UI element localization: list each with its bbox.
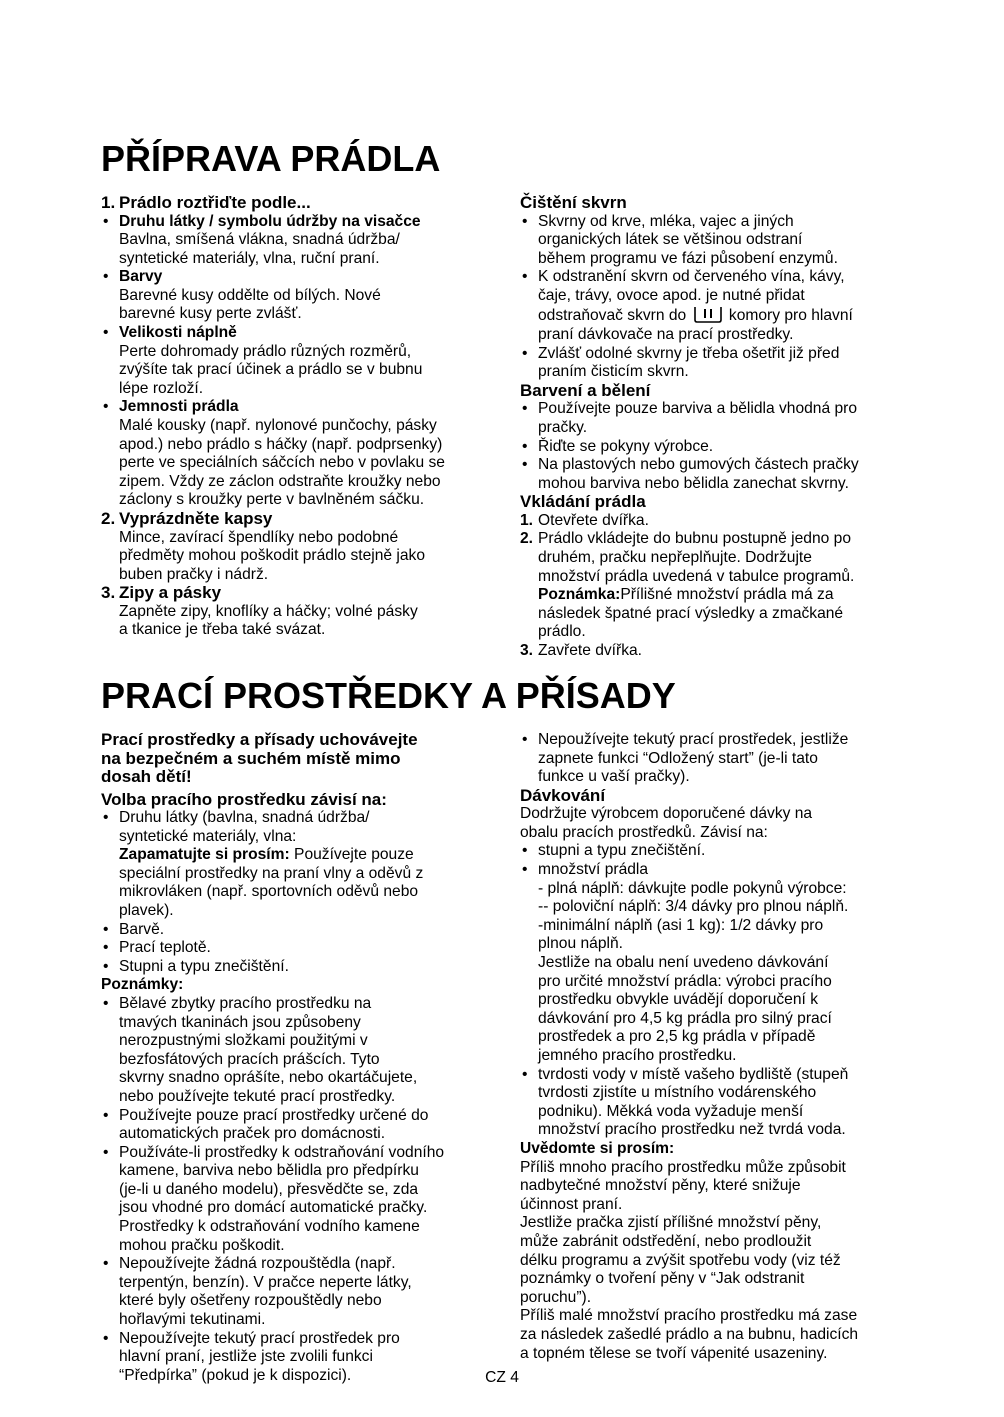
list-item: • Používejte pouze prací prostředky určené do automatických praček pro domácnosti. bbox=[101, 1107, 496, 1144]
sort-heading: 1. Prádlo roztřiďte podle... bbox=[101, 193, 311, 212]
notice-heading: Uvědomte si prosím: bbox=[520, 1139, 675, 1157]
dyeing-heading: Barvení a bělení bbox=[520, 380, 651, 400]
list-item: 2. Prádlo vkládejte do bubnu postupně jedno po druhém, pračku nepřeplňujte. Dodržujte množství prádla uvedená v tabulce programů. Poznámka:Přílišné množství prádla má za následek špatné prací výsledky a zmačkané prádlo. bbox=[520, 530, 855, 641]
list-item: 3. Zavřete dvířka. bbox=[520, 641, 642, 659]
list-item: • tvrdosti vody v místě vašeho bydliště (stupeň tvrdosti zjistíte u místního vodárenského podniku). Měkká voda vyžaduje menší množství pracího prostředku než tvrdá voda. bbox=[520, 1066, 920, 1140]
list-item: • Skvrny od krve, mléka, vajec a jiných organických látek se většinou odstraní během programu ve fázi působení enzymů. bbox=[520, 213, 920, 269]
list-item: • Druhu látky (bavlna, snadná údržba/ syntetické materiály, vlna: Zapamatujte si prosím: Používejte pouze speciální prostředky na praní vlny a oděvů z mikrovláken (např. sportovních oděvů nebo plavek). bbox=[101, 809, 496, 921]
list-item: • Nepoužívejte žádná rozpouštědla (např. terpentýn, benzín). V pračce neperte látky, které byly ošetřeny rozpouštědly nebo hořlavými tekutinami. bbox=[101, 1255, 496, 1329]
list-item: • Jemnosti prádla Malé kousky (např. nylonové punčochy, pásky apod.) nebo prádlo s háčky (např. podprsenky) perte ve speciálních sáčcích nebo v povlaku se zipem. Vždy ze záclon odstraňte kroužky nebo záclony s kroužky perte v bavlněném sáčku. bbox=[101, 398, 491, 510]
list-item: • Barvy Barevné kusy oddělte od bílých. Nové barevné kusy perte zvlášť. bbox=[101, 268, 491, 324]
main-wash-compartment-icon bbox=[693, 305, 723, 323]
laundry-preparation-right-column bbox=[520, 194, 920, 661]
list-item: • Používejte pouze barviva a bělidla vhodná pro pračky. bbox=[520, 400, 920, 437]
section-title-laundry-preparation: PŘÍPRAVA PRÁDLA bbox=[101, 138, 441, 179]
list-item: • K odstranění skvrn od červeného vína, kávy, čaje, trávy, ovoce apod. je nutné přidat odstraňovač skvrn do komory pro hlavní praní dávkovače na prací prostředky. bbox=[520, 268, 920, 344]
laundry-preparation-left-column bbox=[101, 194, 491, 640]
list-item: • Používáte-li prostředky k odstraňování vodního kamene, barviva nebo bělidla pro předpírku (je-li u daného modelu), přesvědčte se, zda jsou vhodné pro domácí automatické pračky. Prostředky k odstraňování vodního kamene mohou pračku poškodit. bbox=[101, 1144, 496, 1256]
list-item: • stupni a typu znečištění. bbox=[520, 842, 920, 861]
detergents-right-column: • Nepoužívejte tekutý prací prostředek, jestliže zapnete funkci “Odložený start” (je-li tato funkce u vaší pračky). Dávkování Dodržujte výrobcem doporučené dávky na obalu pracích prostředků. Závisí na: • stupni a typu znečištění. • množství prádla - plná náplň: dávkujte podle pokynů výrobce: -- poloviční náplň: 3/4 dávky pro plnou náplň. -minimální náplň (asi 1 kg): 1/2 dávky pro plnou náplň. Jestliže na obalu není uvedeno dávkování pro určité množství prádla: výrobci pracího prostředku obvykle uvádějí doporučení k dávkování pro 4,5 kg prádla pro silný prací prostředek a pro 2,5 kg prádla v případě jemného pracího prostředku. • tvrdosti vody v místě vašeho bydliště (stupeň tvrdosti zjistíte u místního vodárenského podniku). Měkká voda vyžaduje menší množství pracího prostředku než tvrdá voda. Uvědomte si prosím: Příliš mnoho pracího prostředku může způsobit nadbytečné množství pěny, které snižuje účinnost praní. Jestliže pračka zjistí přílišné množství pěny, může zabránit odstředění, nebo prodloužit délku programu a zvýšit spotřebu vody (viz též poznámky o tvoření pěny v “Jak odstranit poruchu”). Příliš malé množství pracího prostředku má zase za následek zašedlé prádlo a na bubnu, hadicích a topném tělese se tvoří vápenité usazeniny. bbox=[520, 731, 920, 1363]
list-item: • Řiďte se pokyny výrobce. bbox=[520, 438, 920, 457]
page-number: CZ 4 bbox=[485, 1369, 519, 1386]
pockets-heading: 2. Vyprázdněte kapsy bbox=[101, 509, 273, 528]
choice-heading: Volba pracího prostředku závisí na: bbox=[101, 789, 387, 809]
stains-heading: Čištění skvrn bbox=[520, 193, 627, 212]
list-item: • Prací teplotě. bbox=[101, 939, 496, 958]
list-item: • množství prádla - plná náplň: dávkujte podle pokynů výrobce: -- poloviční náplň: 3/4 dávky pro plnou náplň. -minimální náplň (asi 1 kg): 1/2 dávky pro plnou náplň. Jestliže na obalu není uvedeno dávkování pro určité množství prádla: výrobci pracího prostředku obvykle uvádějí doporučení k dávkování pro 4,5 kg prádla pro silný prací prostředek a pro 2,5 kg prádla v případě jemného pracího prostředku. bbox=[520, 861, 920, 1066]
list-item: • Velikosti náplně Perte dohromady prádlo různých rozměrů, zvýšíte tak prací účinek a prádlo se v bubnu lépe rozloží. bbox=[101, 324, 491, 398]
zips-text: Zapněte zipy, knoflíky a háčky; volné pásky a tkanice je třeba také svázat. bbox=[119, 602, 418, 639]
list-item: • Nepoužívejte tekutý prací prostředek, jestliže zapnete funkci “Odložený start” (je-li tato funkce u vaší pračky). bbox=[520, 731, 920, 787]
dosing-heading: Dávkování bbox=[520, 785, 606, 805]
list-item: • Barvě. bbox=[101, 921, 496, 940]
list-item: • Stupni a typu znečištění. bbox=[101, 958, 496, 977]
section-title-detergents: PRACÍ PROSTŘEDKY A PŘÍSADY bbox=[101, 675, 676, 716]
list-item: • Druhu látky / symbolu údržby na visačce Bavlna, smíšená vlákna, snadná údržba/ syntetické materiály, vlna, ruční praní. bbox=[101, 213, 491, 269]
notice-text: Příliš mnoho pracího prostředku může způsobit nadbytečné množství pěny, které snižuje účinnost praní. Jestliže pračka zjistí přílišné množství pěny, může zabránit odstředění, nebo prodloužit délku programu a zvýšit spotřebu vody (viz též poznámky o tvoření pěny v “Jak odstranit poruchu”). Příliš malé množství pracího prostředku má zase za následek zašedlé prádlo a na bubnu, hadicích a topném tělese se tvoří vápenité usazeniny. bbox=[520, 1158, 859, 1362]
list-item: 1. Otevřete dvířka. bbox=[520, 511, 649, 529]
notes-heading: Poznámky: bbox=[101, 976, 184, 994]
zips-heading: 3. Zipy a pásky bbox=[101, 583, 222, 603]
detergents-left-column bbox=[101, 731, 496, 1385]
note-label: Poznámka: bbox=[538, 586, 621, 604]
list-item: • Bělavé zbytky pracího prostředku na tmavých tkaninách jsou způsobeny nerozpustnými složkami použitými v bezfosfátových pracích prášcích. Tyto skvrny snadno oprášíte, nebo okartáčujete, nebo používejte tekuté prací prostředky. bbox=[101, 995, 496, 1107]
storage-warning: Prací prostředky a přísady uchovávejte na bezpečném a suchém místě mimo dosah dětí! bbox=[101, 730, 418, 786]
pockets-text: Mince, zavírací špendlíky nebo podobné předměty mohou poškodit prádlo stejně jako buben pračky i nádrž. bbox=[119, 528, 425, 583]
remember-label: Zapamatujte si prosím: bbox=[119, 846, 290, 864]
list-item: • Zvlášť odolné skvrny je třeba ošetřit již před praním čisticím skvrn. bbox=[520, 345, 920, 382]
loading-heading: Vkládání prádla bbox=[520, 492, 646, 512]
list-item: • Na plastových nebo gumových částech pračky mohou barviva nebo bělidla zanechat skvrny. bbox=[520, 456, 920, 493]
list-item: • Nepoužívejte tekutý prací prostředek pro hlavní praní, jestliže jste zvolili funkci “Předpírka” (pokud je k dispozici). bbox=[101, 1330, 496, 1386]
